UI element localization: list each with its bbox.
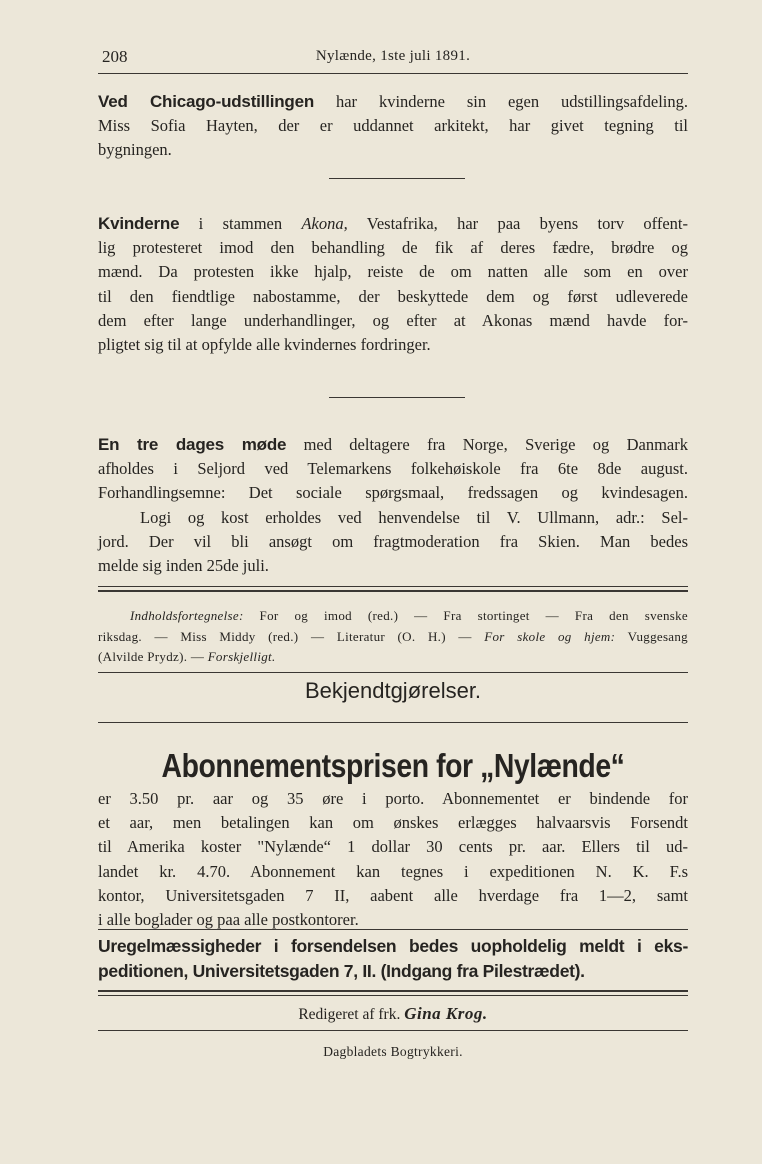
page-number: 208: [102, 47, 128, 66]
section-title: Bekjendtgjørelser.: [304, 678, 482, 703]
separator-rule: [329, 178, 465, 179]
double-rule-bottom: [98, 590, 688, 592]
editor-credit: Redigeret af frk. Gina Krog.: [298, 1004, 488, 1023]
chicago-line-2: Miss Sofia Hayten, der er uddannet arkitekt, har givet tegning til: [98, 116, 688, 136]
akona-name: Akona,: [301, 214, 348, 233]
footer-rule-2: [98, 995, 688, 996]
subscription-text: er 3.50 pr. aar og 35 øre i porto. Abonnementet er bindende for et aar, men betalingen kan om ønskes erlægges halvaarsvis Forsendt til Amerika koster "Nylænde“ 1 dollar 30 cents pr. aar. Ellers til ud- landet kr. 4.70. Abonnement kan tegnes i expeditionen N. K. F.s kontor, Universitetsgaden 7 II, aabent alle hverdage fra 1—2, samt i alle boglader og paa alle postkontorer.: [98, 789, 688, 930]
table-of-contents: Indholdsfortegnelse: For og imod (red.) — Fra stortinget — Fra den svenske riksdag. — Miss Middy (red.) — Literatur (O. H.) — For skole og hjem: Vuggesang (Alvilde Prydz). — Forskjelligt.: [98, 608, 688, 664]
footer-rule-3: [98, 1030, 688, 1031]
article-chicago: [98, 90, 688, 163]
separator-rule: [329, 397, 465, 398]
notice-rule-top: [98, 929, 688, 930]
header-rule: [98, 73, 688, 74]
toc-rule: [98, 672, 688, 673]
mode-lead: En tre dages møde: [98, 435, 287, 454]
editor-name: Gina Krog.: [404, 1004, 488, 1023]
article-mode: En tre dages møde med deltagere fra Norge, Sverige og Danmark afholdes i Seljord ved Telemarkens folkehøiskole fra 6te 8de august. Forhandlingsemne: Det sociale spørgsmaal, fredssagen og kvindesagen. Logi og kost erholdes ved henvendelse til V. Ullmann, adr.: Sel- jord. Der vil bli ansøgt om fragtmoderation fra Skien. Man bedes melde sig inden 25de juli.: [98, 435, 688, 576]
chicago-lead: Ved Chicago-udstillingen: [98, 92, 315, 111]
article-kvinderne: Kvinderne i stammen Akona, Vestafrika, har paa byens torv offent- lig protesteret imod den behandling de fik af deres fædre, brødre og mænd. Da protesten ikke hjalp, reiste de om natten alle som en over til den fiendtlige nabostamme, der beskyttede dem og først udleverede dem efter lange underhandlinger, og efter at Akonas mænd havde for- pligtet sig til at opfylde alle kvindernes fordringer.: [98, 214, 688, 355]
irregularity-notice: Uregelmæssigheder i forsendelsen bedes uopholdelig meldt i eks- peditionen, Universitetsgaden 7, II. (Indgang fra Pilestrædet).: [98, 936, 688, 981]
toc-label: Indholdsfortegnelse:: [130, 608, 244, 623]
double-rule-top: [98, 586, 688, 587]
footer-rule-1: [98, 990, 688, 992]
page-header: [98, 47, 688, 71]
printer-credit: Dagbladets Bogtrykkeri.: [323, 1044, 463, 1059]
chicago-line-1: har kvinderne sin egen udstillingsafdeling.: [314, 92, 688, 111]
running-head: Nylænde, 1ste juli 1891.: [315, 48, 471, 64]
subscription-title: Abonnementsprisen for „Nylænde“: [161, 747, 625, 784]
chicago-line-3: bygningen.: [98, 140, 172, 160]
section-rule: [98, 722, 688, 723]
kvinderne-lead: Kvinderne: [98, 214, 180, 233]
